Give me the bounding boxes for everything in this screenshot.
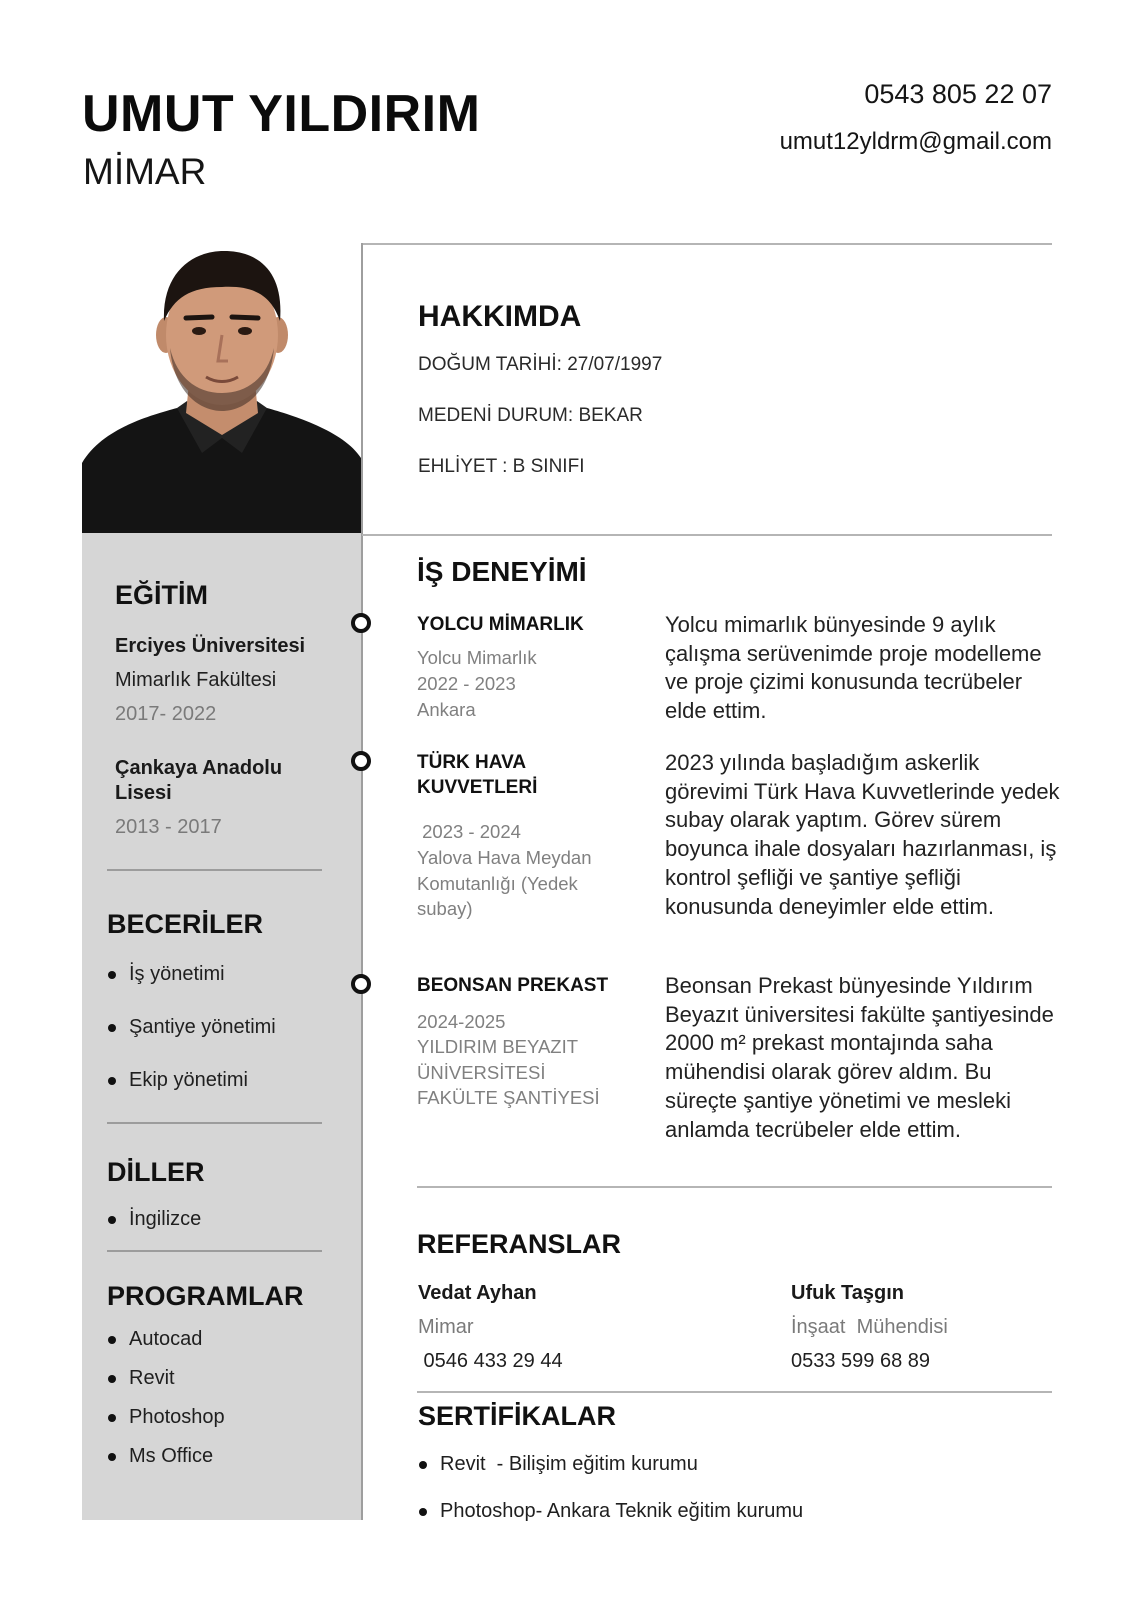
job-description: Beonsan Prekast bünyesinde Yıldırım Beyazıt üniversitesi fakülte şantiyesinde 2000 m² prekast montajında saha mühendisi olarak görev aldım. Bu süreçte şantiye yönetimi ve mesleki anlamda tecrübeler elde ettim. xyxy=(665,973,1054,1142)
about-title: HAKKIMDA xyxy=(418,300,582,333)
language-item: İngilizce xyxy=(108,1208,201,1231)
programs-list xyxy=(108,1328,225,1468)
reference-name: Vedat Ayhan xyxy=(418,1282,537,1304)
job-title: TÜRK HAVA KUVVETLERİ xyxy=(417,752,538,798)
column-divider xyxy=(361,243,363,1520)
program-item: Revit xyxy=(108,1367,225,1390)
reference-phone[interactable]: 0533 599 68 89 xyxy=(791,1350,931,1372)
contact-phone[interactable]: 0543 805 22 07 xyxy=(864,79,1052,109)
certificates-list xyxy=(419,1453,803,1523)
job-location: Ankara xyxy=(417,699,476,720)
skills-list xyxy=(108,963,276,1092)
circle-marker-icon xyxy=(351,751,371,771)
skill-item: İş yönetimi xyxy=(108,963,276,986)
program-item: Photoshop xyxy=(108,1406,225,1429)
education-school: Erciyes Üniversitesi xyxy=(115,635,306,657)
education-years: 2013 - 2017 xyxy=(115,816,222,838)
education-years: 2017- 2022 xyxy=(115,703,217,725)
education-title: EĞİTİM xyxy=(115,580,208,610)
job-description: Yolcu mimarlık bünyesinde 9 aylık çalışma serüvenimde proje modelleme ve proje çizimi konusunda tecrübeler elde ettim. xyxy=(665,612,1042,724)
certificate-item: Revit - Bilişim eğitim kurumu xyxy=(419,1453,803,1476)
circle-marker-icon xyxy=(351,974,371,994)
section-divider xyxy=(107,869,322,871)
education-faculty: Mimarlık Fakültesi xyxy=(115,669,277,691)
education-school: Çankaya Anadolu Lisesi xyxy=(115,757,283,804)
languages-list xyxy=(108,1208,201,1231)
program-item: Ms Office xyxy=(108,1445,225,1468)
candidate-role: MİMAR xyxy=(83,151,207,192)
job-title: YOLCU MİMARLIK xyxy=(417,614,584,635)
reference-name: Ufuk Taşgın xyxy=(791,1282,904,1304)
job-company: Yolcu Mimarlık xyxy=(417,647,537,668)
certificates-title: SERTİFİKALAR xyxy=(418,1401,616,1431)
experience-title: İŞ DENEYİMİ xyxy=(417,556,587,587)
certificate-item: Photoshop- Ankara Teknik eğitim kurumu xyxy=(419,1500,803,1523)
circle-marker-icon xyxy=(351,613,371,633)
skills-title: BECERİLER xyxy=(107,909,264,939)
reference-title: İnşaat Mühendisi xyxy=(791,1316,948,1338)
about-divider xyxy=(362,534,1052,536)
section-divider xyxy=(107,1122,322,1124)
job-description: 2023 yılında başladığım askerlik görevimi Türk Hava Kuvvetlerinde yedek subay olarak yaptım. Görev sürem boyunca ihale dosyaları hazırlanması, iş kontrol şefliği ve şantiye şefliği konusunda deneyimler elde ettim. xyxy=(665,750,1060,919)
profile-photo xyxy=(82,243,361,533)
section-divider xyxy=(107,1250,322,1252)
skill-item: Ekip yönetimi xyxy=(108,1069,276,1092)
job-years: 2024-2025 xyxy=(417,1011,506,1032)
job-title: BEONSAN PREKAST xyxy=(417,975,609,996)
program-item: Autocad xyxy=(108,1328,225,1351)
references-divider xyxy=(417,1391,1052,1393)
job-location: Yalova Hava Meydan Komutanlığı (Yedek subay) xyxy=(417,847,592,919)
reference-phone[interactable]: 0546 433 29 44 xyxy=(418,1350,563,1372)
driver-license: EHLİYET : B SINIFI xyxy=(418,456,585,477)
languages-title: DİLLER xyxy=(107,1157,205,1187)
birth-date: DOĞUM TARİHİ: 27/07/1997 xyxy=(418,354,663,375)
reference-title: Mimar xyxy=(418,1316,474,1338)
programs-title: PROGRAMLAR xyxy=(107,1281,304,1311)
contact-email[interactable]: umut12yldrm@gmail.com xyxy=(779,128,1052,155)
marital-status: MEDENİ DURUM: BEKAR xyxy=(418,405,643,426)
candidate-name: UMUT YILDIRIM xyxy=(82,85,481,143)
job-years: 2023 - 2024 xyxy=(417,821,521,842)
skill-item: Şantiye yönetimi xyxy=(108,1016,276,1039)
job-location: YILDIRIM BEYAZIT ÜNİVERSİTESİ FAKÜLTE ŞANTİYESİ xyxy=(417,1036,600,1108)
references-title: REFERANSLAR xyxy=(417,1229,622,1259)
job-years: 2022 - 2023 xyxy=(417,673,516,694)
experience-divider xyxy=(417,1186,1052,1188)
